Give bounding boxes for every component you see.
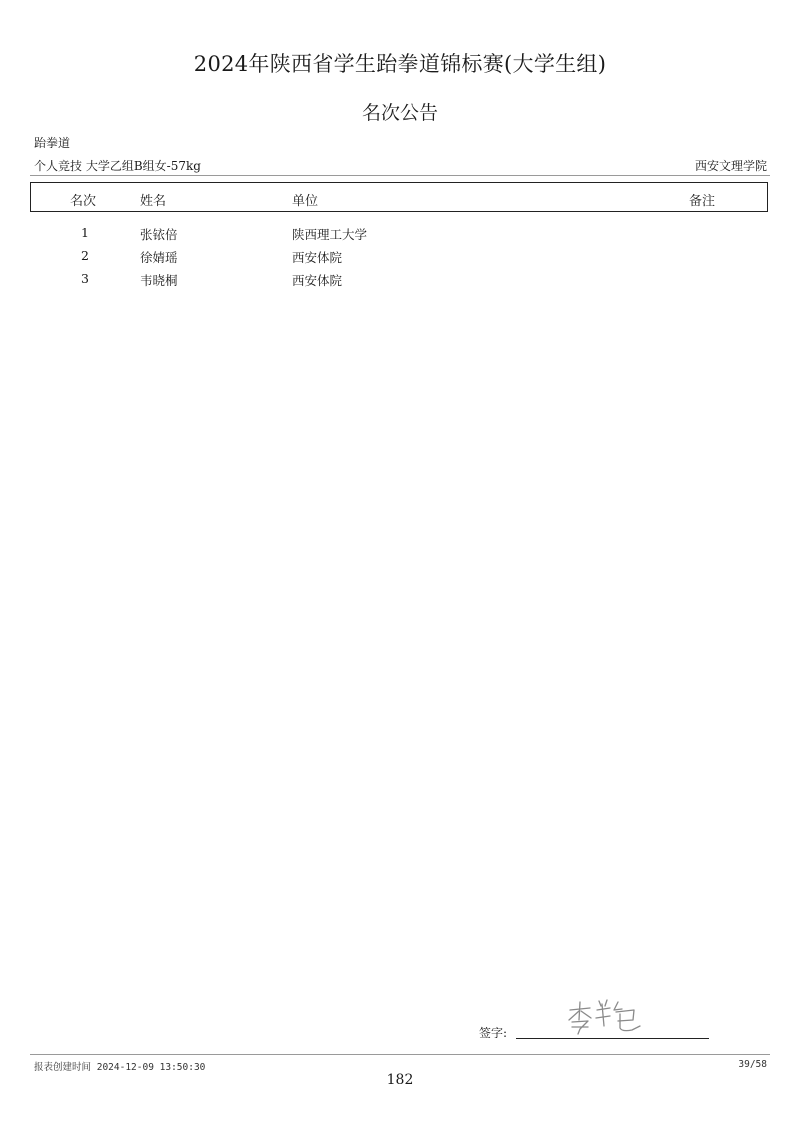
table-row bbox=[30, 271, 770, 293]
header-rank: 名次 bbox=[70, 194, 97, 209]
page-number: 182 bbox=[386, 1072, 414, 1088]
row-name: 韦晓桐 bbox=[140, 273, 178, 288]
row-unit: 陕西理工大学 bbox=[292, 227, 368, 242]
table-row bbox=[30, 225, 770, 247]
table-row bbox=[30, 248, 770, 270]
row-rank: 1 bbox=[81, 225, 89, 240]
document-subtitle: 名次公告 bbox=[361, 102, 438, 124]
top-divider bbox=[30, 175, 770, 176]
header-name: 姓名 bbox=[140, 194, 167, 209]
venue-label: 西安文理学院 bbox=[694, 159, 767, 173]
row-rank: 3 bbox=[81, 271, 89, 286]
page-count: 39/58 bbox=[738, 1059, 767, 1070]
header-unit: 单位 bbox=[292, 194, 319, 209]
row-unit: 西安体院 bbox=[292, 250, 343, 265]
signature-line bbox=[516, 1038, 709, 1039]
signature-label: 签字: bbox=[479, 1026, 508, 1040]
row-name: 张铱倍 bbox=[140, 227, 178, 242]
document-title: 2024年陕西省学生跆拳道锦标赛(大学生组) bbox=[193, 52, 607, 76]
table-header bbox=[30, 182, 768, 212]
row-unit: 西安体院 bbox=[292, 273, 343, 288]
event-label: 个人竞技 大学乙组B组女-57kg bbox=[34, 159, 201, 173]
row-rank: 2 bbox=[81, 248, 89, 263]
bottom-divider bbox=[30, 1054, 770, 1055]
handwritten-signature bbox=[560, 996, 650, 1038]
report-created-time: 报表创建时间 2024-12-09 13:50:30 bbox=[34, 1062, 206, 1073]
row-name: 徐婧瑶 bbox=[140, 250, 178, 265]
header-note: 备注 bbox=[689, 194, 716, 209]
sport-label: 跆拳道 bbox=[34, 136, 71, 150]
